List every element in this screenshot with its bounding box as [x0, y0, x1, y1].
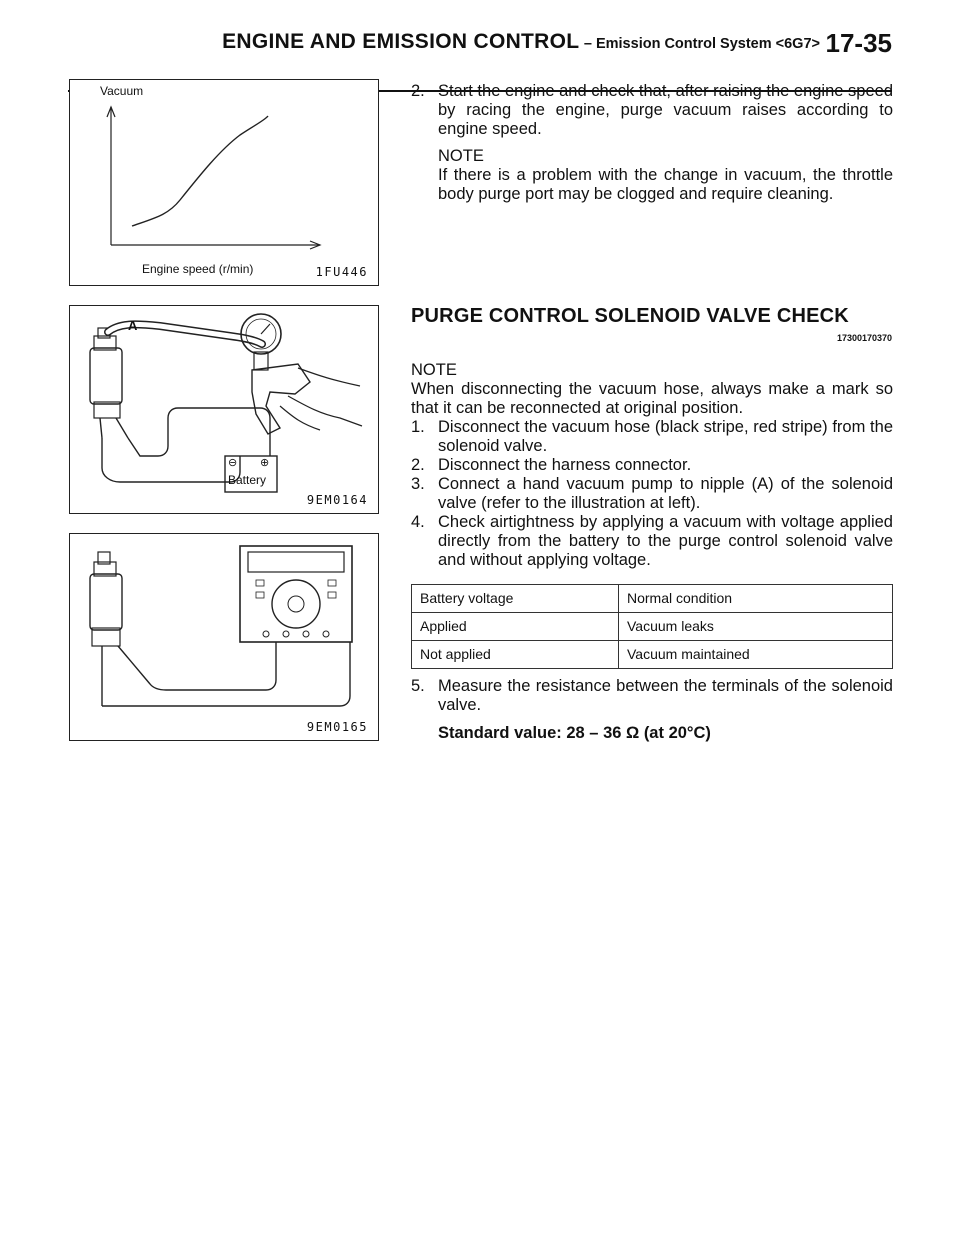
section-subtitle: Emission Control System <6G7>	[595, 36, 820, 52]
table-header-cell: Battery voltage	[412, 585, 619, 613]
chapter-title: ENGINE AND EMISSION CONTROL	[222, 30, 580, 53]
step-text: Measure the resistance between the terminals of the solenoid valve.	[438, 677, 893, 714]
y-axis-label: Vacuum	[100, 84, 144, 98]
table-row	[412, 613, 893, 641]
table-cell: Vacuum leaks	[619, 613, 893, 641]
table-cell: Not applied	[412, 641, 619, 669]
step-text: Disconnect the harness connector.	[438, 456, 692, 474]
figure-code: 9EM0164	[306, 493, 368, 507]
step-text: Disconnect the vacuum hose (black stripe, red stripe) from the solenoid valve.	[438, 418, 893, 455]
battery-label: Battery	[228, 473, 267, 487]
step-1	[411, 418, 893, 456]
step-5	[411, 677, 893, 715]
page-number: 17-35	[825, 28, 892, 58]
intro-note	[411, 147, 893, 204]
figure-vacuum-graph	[69, 79, 379, 286]
step-number: 2.	[411, 456, 425, 474]
section-note-text: When disconnecting the vacuum hose, always make a mark so that it can be reconnected at original position.	[411, 380, 893, 417]
battery-minus-icon: ⊖	[228, 457, 238, 469]
section-code: 17300170370	[836, 333, 892, 343]
figure-resistance-measurement	[69, 533, 379, 741]
standard-value: Standard value: 28 – 36 Ω (at 20°C)	[438, 724, 711, 742]
step-text: Start the engine and check that, after raising the engine speed by racing the engine, purge vacuum raises according to engine speed.	[438, 82, 893, 138]
table-row	[412, 641, 893, 669]
figure-vacuum-pump-test	[69, 305, 379, 514]
step-3	[411, 475, 893, 513]
step-number: 2.	[411, 82, 425, 100]
table-cell: Vacuum maintained	[619, 641, 893, 669]
table-header-cell: Normal condition	[619, 585, 893, 613]
header-title	[222, 30, 820, 54]
section-note-heading: NOTE	[411, 361, 457, 379]
step-text: Check airtightness by applying a vacuum with voltage applied directly from the battery to the purge control solenoid valve and without applying voltage.	[438, 513, 893, 569]
table-header-row	[412, 585, 893, 613]
page-header	[0, 28, 960, 64]
nipple-label: A	[128, 318, 138, 333]
step-text: Connect a hand vacuum pump to nipple (A) of the solenoid valve (refer to the illustration at left).	[438, 475, 893, 512]
step-number: 1.	[411, 418, 425, 436]
step-2	[411, 456, 893, 475]
section-title: PURGE CONTROL SOLENOID VALVE CHECK	[411, 305, 849, 327]
x-axis-label: Engine speed (r/min)	[142, 262, 254, 276]
vacuum-pump-test-drawing	[70, 306, 378, 513]
step-4	[411, 513, 893, 570]
figure-code: 1FU446	[315, 265, 368, 279]
title-dash: –	[583, 36, 592, 52]
note-heading: NOTE	[438, 147, 484, 165]
vacuum-graph-drawing	[70, 80, 378, 285]
battery-plus-icon: ⊕	[260, 457, 270, 469]
check-table	[411, 584, 893, 669]
figure-code: 9EM0165	[306, 720, 368, 734]
intro-block	[411, 82, 893, 204]
resistance-measurement-drawing	[70, 534, 378, 740]
step-number: 5.	[411, 677, 425, 695]
table-cell: Applied	[412, 613, 619, 641]
step-number: 3.	[411, 475, 425, 493]
step-number: 4.	[411, 513, 425, 531]
step-2	[411, 82, 893, 139]
note-text: If there is a problem with the change in vacuum, the throttle body purge port may be clogged and require cleaning.	[438, 166, 893, 203]
section-body	[411, 361, 893, 760]
